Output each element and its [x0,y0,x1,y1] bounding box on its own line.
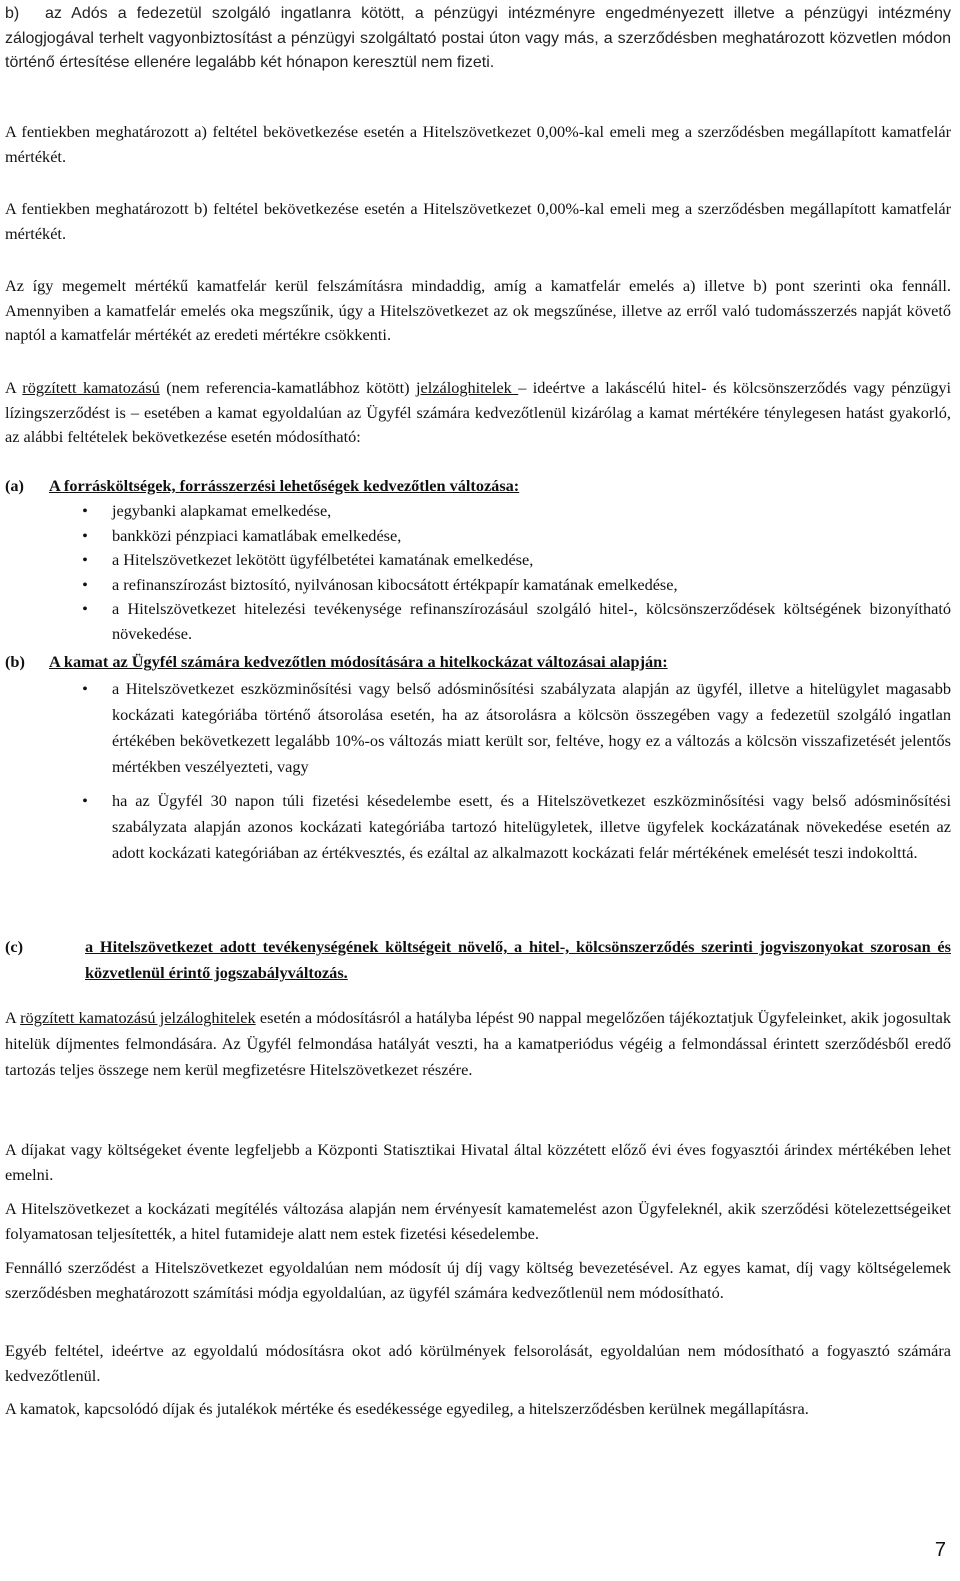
section-b-heading [5,650,951,675]
intro-text-1: A [5,378,23,397]
section-a-heading [5,474,951,499]
fixed-rate-notice-paragraph [5,1005,951,1083]
section-a-title: A forrásköltségek, forrásszerzési lehetőségek kedvezőtlen változása: [49,476,520,495]
bullet-icon: • [82,679,88,698]
section-b-title: A kamat az Ügyfél számára kedvezőtlen módosítására a hitelkockázat változásai alapján: [49,652,668,671]
bullet-icon: • [82,599,88,618]
bullet-icon: • [82,791,88,810]
section-b-list [0,676,951,866]
intro-underlined-fixed-rate: rögzített kamatozású [22,378,160,397]
notice-text-2: esetén a módosításról a hatályba lépést 90 nappal megelőzően tájékoztatjuk Ügyfeleinket, akik jogosultak hitelük díjmentes felmondására. Az Ügyfél felmondása hatályát veszti, ha a kamatperiódus végéig a felmondással érintett szerződésből eredő tartozás teljes összege nem kerül megfizetésre Hitelszövetkezet részére. [5,1008,951,1079]
risk-change-paragraph: A Hitelszövetkezet a kockázati megítélés változása alapján nem érvényesít kamatemelést azon Ügyfeleknél, akik szerződési kötelezettségeiket folyamatosan teljesítették, a hitel futamideje alatt nem estek fizetési késedelembe. [5,1199,951,1243]
section-b-label: (b) [5,652,25,671]
section-a-label: (a) [5,476,24,495]
condition-b-increase-paragraph: A fentiekben meghatározott b) feltétel bekövetkezése esetén a Hitelszövetkezet 0,00%-kal emeli meg a szerződésben megállapított kamatfelár mértékét. [5,199,951,243]
condition-b-label: b) [5,5,20,22]
intro-text-2: (nem referencia-kamatlábhoz kötött) [159,378,416,397]
fees-cpi-paragraph: A díjakat vagy költségeket évente legfeljebb a Központi Statisztikai Hivatal által közzétett előző évi éves fogyasztói árindex mértékében lehet emelni. [5,1140,951,1184]
condition-a-increase-paragraph: A fentiekben meghatározott a) feltétel bekövetkezése esetén a Hitelszövetkezet 0,00%-kal emeli meg a szerződésben megállapított kamatfelár mértékét. [5,122,951,166]
list-item-text: a refinanszírozást biztosító, nyilvánosan kibocsátott értékpapír kamatának emelkedése, [112,574,678,594]
bullet-icon: • [82,525,88,545]
section-a-list [0,499,951,646]
notice-text-1: A [5,1008,21,1027]
list-item-text: bankközi pénzpiaci kamatlábak emelkedése, [112,525,402,545]
list-item-text: a Hitelszövetkezet eszközminősítési vagy belső adósminősítési szabályzata alapján az ügyfél, illetve a hitelügylet magasabb kockázati kategóriába történő átsorolása esetén, ha az átsorolásra a kölcsön összegében vagy a fedezetül szolgáló ingatlan értékében bekövetkezett legalább 10%-os változás miatt került sor, feltéve, hogy ez a változás a kölcsön visszafizetését jelentős mértékben veszélyezteti, vagy [112,679,951,776]
intro-text-3: – ideértve a lakáscélú hitel- és kölcsönszerződés vagy pénzügyi lízingszerződést is – esetében a kamat egyoldalúan az Ügyfél számára kedvezőtlenül kizárólag a kamat mértékére ténylegesen hatást gyakorló, az alábbi feltételek bekövetkezése esetén módosítható: [5,378,952,446]
list-item-text: ha az Ügyfél 30 napon túli fizetési késedelembe esett, és a Hitelszövetkezet eszközminősítési vagy belső adósminősítési szabályzata alapján azonos kockázati kategóriába tartozó hitelügyletek, illetve ügyfelek kockázatának növekedése esetén az adott kockázati kategóriában az értékvesztés, és ezáltal az alkalmazott kockázati felár mértékének emelését teszi indokolttá. [112,791,951,862]
list-item [0,524,951,549]
condition-b-text: az Adós a fedezetül szolgáló ingatlanra kötött, a pénzügyi intézményre engedményezett illetve a pénzügyi intézmény zálogjogával terhelt vagyonbiztosítást a pénzügyi szolgáltató postai úton vagy más, a szerződésben meghatározott közvetlen módon történő értesítése ellenére legalább két hónapon keresztül nem fizeti. [5,5,951,71]
list-item [0,597,951,646]
list-item [0,548,951,573]
section-c-heading [5,934,951,986]
bullet-icon: • [82,550,88,569]
fixed-rate-intro-paragraph [5,376,951,450]
section-c-title: a Hitelszövetkezet adott tevékenységének költségeit növelő, a hitel-, kölcsönszerződés szerinti jogviszonyokat szorosan és közvetlenül érintő jogszabályváltozás. [85,937,951,982]
intro-underlined-mortgage: jelzáloghitelek [415,378,519,397]
bullet-icon: • [82,574,88,594]
final-paragraph: A kamatok, kapcsolódó díjak és jutalékok mértéke és esedékessége egyedileg, a hitelszerződésben kerülnek megállapításra. [5,1399,809,1418]
list-item [0,573,951,598]
list-item [0,788,951,866]
section-c-label: (c) [5,937,24,956]
bullet-icon: • [82,501,88,520]
list-item [0,499,951,524]
page-number: 7 [934,1539,946,1561]
notice-underlined-fixed-rate-mortgage: rögzített kamatozású jelzáloghitelek [20,1008,256,1027]
list-item-text: jegybanki alapkamat emelkedése, [112,501,332,520]
other-terms-paragraph: Egyéb feltétel, ideértve az egyoldalú módosításra okot adó körülmények felsorolását, egyoldalúan nem módosítható a fogyasztó számára kedvezőtlenül. [5,1341,951,1385]
list-item-text: a Hitelszövetkezet hitelezési tevékenysége refinanszírozásául szolgáló hitel-, kölcsönszerződések költségének bizonyítható növekedése. [112,599,951,643]
list-item [0,676,951,780]
list-item-text: a Hitelszövetkezet lekötött ügyfélbetétei kamatának emelkedése, [112,550,534,569]
no-new-fee-paragraph: Fennálló szerződést a Hitelszövetkezet egyoldalúan nem módosít új díj vagy költség bevezetésével. Az egyes kamat, díj vagy költségelemek szerződésben meghatározott számítási módja egyoldalúan, az ügyfél számára kedvezőtlenül nem módosítható. [5,1258,951,1302]
condition-b-paragraph [5,2,951,76]
surcharge-duration-paragraph: Az így megemelt mértékű kamatfelár kerül felszámításra mindaddig, amíg a kamatfelár emelés a) illetve b) pont szerinti oka fennáll. Amennyiben a kamatfelár emelés oka megszűnik, úgy a Hitelszövetkezet az ok megszűnése, illetve az erről való tudomásszerzés napját követő naptól a kamatfelár mértékét az eredeti mértékre csökkenti. [5,276,951,344]
